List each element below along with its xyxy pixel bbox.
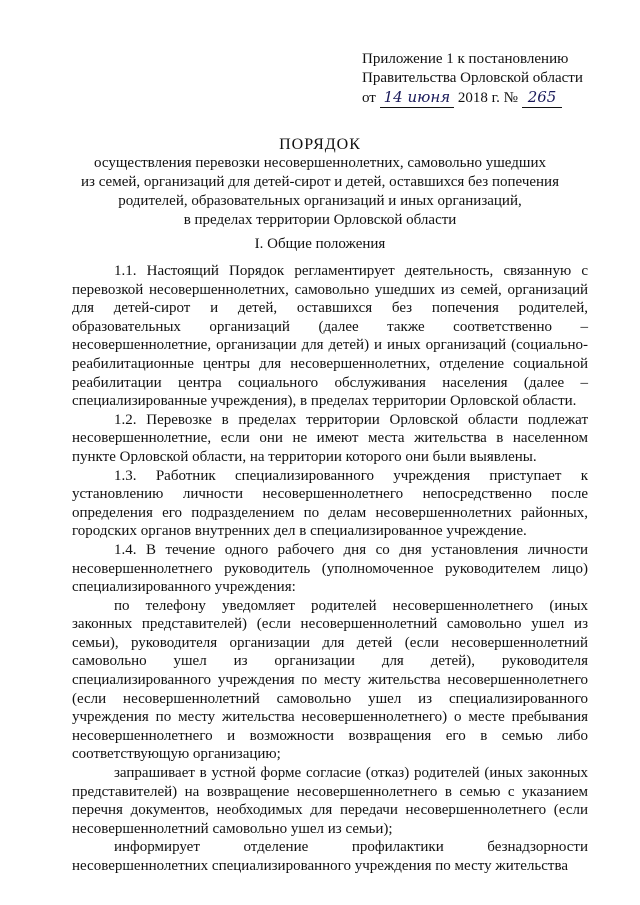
appendix-line-2: Правительства Орловской области xyxy=(362,70,583,86)
appendix-header xyxy=(362,50,583,108)
paragraph-1-2: 1.2. Перевозке в пределах территории Орловской области подлежат несовершеннолетние, если они не имеют места жительства в населенном пункте Орловской области, на территории которого они были выявлены. xyxy=(72,411,588,465)
document-subtitle xyxy=(0,154,640,230)
subtitle-line: родителей, образовательных организаций и иных организаций, xyxy=(118,193,522,209)
subtitle-line: в пределах территории Орловской области xyxy=(183,212,457,228)
appendix-line-1: Приложение 1 к постановлению xyxy=(362,51,569,67)
year-label: 2018 г. № xyxy=(457,90,518,106)
subtitle-line: осуществления перевозки несовершеннолетних, самовольно ушедших xyxy=(94,155,546,171)
paragraph-1-1: 1.1. Настоящий Порядок регламентирует деятельность, связанную с перевозкой несовершеннолетних, самовольно ушедших из семей, организаций для детей-сирот и детей, оставшихся без попечения родителей, образовательных организаций (далее также соответственно – несовершеннолетние, организации для детей) и иных организаций (социально-реабилитационные центры для несовершеннолетних, отделение социальной реабилитации центра социального обслуживания населения (далее – специализированные учреждения), в пределах территории Орловской области. xyxy=(72,263,588,410)
list-item-inform: информирует отделение профилактики безнадзорности несовершеннолетних специализированного учреждения по месту жительства xyxy=(72,839,588,874)
subtitle-line: из семей, организаций для детей-сирот и детей, оставшихся без попечения xyxy=(81,174,559,190)
handwritten-number: 265 xyxy=(522,88,563,108)
document-title: ПОРЯДОК xyxy=(279,136,361,153)
list-item-notify: по телефону уведомляет родителей несовершеннолетнего (иных законных представителей) (если несовершеннолетний самовольно ушел из семьи), руководителя организации для детей (если несовершеннолетний самовольно ушел из организации для детей), руководителя специализированного учреждения по месту жительства несовершеннолетнего (если несовершеннолетний самовольно ушел из специализированного учреждения по месту жительства несовершеннолетнего) о месте пребывания несовершеннолетнего и возможности возвращения его в семью либо соответствующую организацию; xyxy=(72,597,588,763)
paragraph-1-3: 1.3. Работник специализированного учреждения приступает к установлению личности несовершеннолетнего непосредственно после определения его подразделением по делам несовершеннолетних районных, городских органов внутренних дел в специализированное учреждение. xyxy=(72,467,588,540)
date-prefix: от xyxy=(362,90,376,106)
handwritten-date: 14 июня xyxy=(380,88,455,108)
document-body xyxy=(72,262,588,876)
list-item-request: запрашивает в устной форме согласие (отказ) родителей (иных законных представителей) на возвращение несовершеннолетнего в семью с указанием перечня документов, необходимых для передачи несовершеннолетнего (если несовершеннолетний самовольно ушел из семьи); xyxy=(72,765,588,837)
section-heading: I. Общие положения xyxy=(254,236,386,252)
paragraph-1-4: 1.4. В течение одного рабочего дня со дня установления личности несовершеннолетнего руководитель (уполномоченное руководителем лицо) специализированного учреждения: xyxy=(72,541,588,596)
appendix-date-line xyxy=(362,88,583,108)
